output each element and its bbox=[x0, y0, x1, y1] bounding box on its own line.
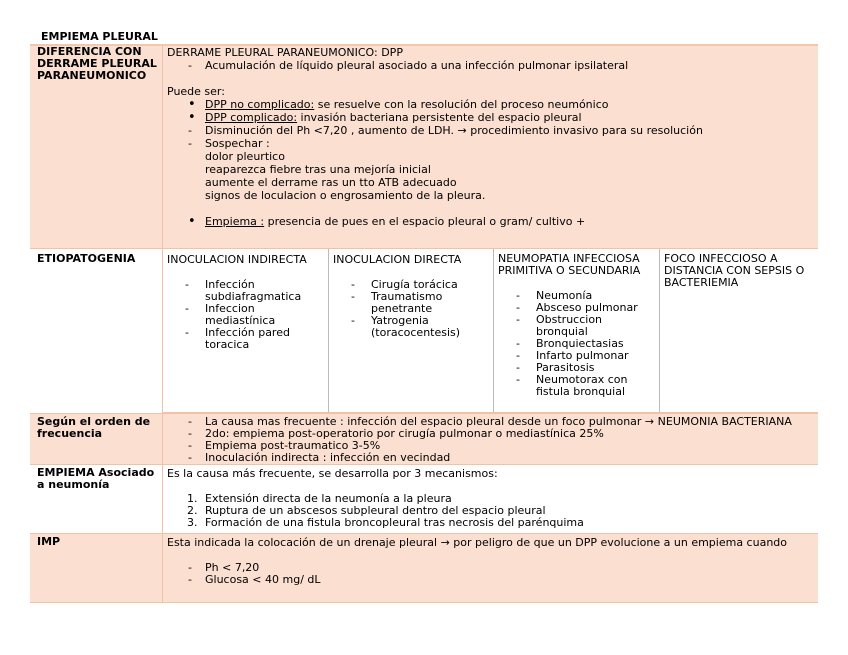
row-label-neumonia: EMPIEMA Asociado a neumonía bbox=[30, 465, 163, 534]
list-item: - Infarto pulmonar bbox=[498, 350, 655, 362]
list-item: - Neumotorax con fistula bronquial bbox=[498, 374, 655, 398]
list-item: - Acumulación de líquido pleural asociado a una infección pulmonar ipsilateral bbox=[167, 59, 814, 72]
list-item: - La causa mas frecuente : infección del espacio pleural desde un foco pulmonar → NEUMONIA BACTERIANA bbox=[167, 416, 814, 428]
row-content-diferencia bbox=[163, 46, 819, 249]
dpp-complicado-list bbox=[167, 124, 814, 150]
list-item: - Infección subdiafragmatica bbox=[167, 279, 324, 303]
content-table bbox=[30, 46, 818, 603]
list-item: - Infeccion mediastínica bbox=[167, 303, 324, 327]
imp-intro: Esta indicada la colocación de un drenaje pleural → por peligro de que un DPP evolucione a un empiema cuando bbox=[167, 536, 788, 549]
etio-col-neumopatia bbox=[494, 249, 660, 413]
row-etiopatogenia bbox=[30, 249, 818, 414]
row-label-imp: IMP bbox=[30, 534, 163, 603]
empiema-def-list bbox=[167, 215, 814, 228]
item-number: 3. bbox=[187, 516, 198, 529]
list-item: - Inoculación indirecta : infección en vecindad bbox=[167, 452, 814, 464]
dpp-def-list bbox=[167, 59, 814, 72]
puede-ser: Puede ser: bbox=[167, 85, 225, 98]
neumonia-intro: Es la causa más frecuente, se desarrolla por 3 mecanismos: bbox=[167, 467, 498, 480]
item-number: 2. bbox=[187, 504, 198, 517]
item-number: 1. bbox=[187, 492, 198, 505]
list-item: - Ph < 7,20 bbox=[167, 562, 814, 574]
dpp-heading: DERRAME PLEURAL PARANEUMONICO: DPP bbox=[167, 46, 403, 59]
row-frecuencia bbox=[30, 414, 818, 465]
col-title: INOCULACION DIRECTA bbox=[333, 253, 462, 266]
row-content-frecuencia bbox=[163, 414, 819, 465]
suspicion-line: aumente el derrame ras un tto ATB adecuado bbox=[205, 176, 457, 189]
row-content-neumonia bbox=[163, 465, 819, 534]
list-item: - Empiema post-traumatico 3-5% bbox=[167, 440, 814, 452]
list-item: - Glucosa < 40 mg/ dL bbox=[167, 574, 814, 586]
col-list bbox=[167, 279, 324, 351]
suspicion-line: dolor pleurtico bbox=[205, 150, 285, 163]
list-item: - Bronquiectasias bbox=[498, 338, 655, 350]
row-imp bbox=[30, 534, 818, 603]
imp-list bbox=[167, 562, 814, 586]
term-text: se resuelve con la resolución del proceso neumónico bbox=[314, 98, 609, 111]
dpp-types-list bbox=[167, 98, 814, 124]
mechanisms-list bbox=[167, 493, 814, 529]
list-item: - Disminución del Ph <7,20 , aumento de LDH. → procedimiento invasivo para su resolución bbox=[167, 124, 814, 137]
row-content-imp bbox=[163, 534, 819, 603]
col-title: INOCULACION INDIRECTA bbox=[167, 253, 307, 266]
document bbox=[30, 30, 818, 603]
row-content-etiopatogenia bbox=[163, 249, 819, 414]
etio-col-indirecta bbox=[163, 249, 329, 413]
row-neumonia bbox=[30, 465, 818, 534]
term: Empiema : bbox=[205, 215, 265, 228]
list-item: - Infección pared toracica bbox=[167, 327, 324, 351]
term: DPP no complicado: bbox=[205, 98, 315, 111]
list-item: - Traumatismo penetrante bbox=[333, 291, 489, 315]
term: DPP complicado: bbox=[205, 111, 298, 124]
list-item bbox=[167, 517, 814, 529]
suspicion-line: signos de loculacion o engrosamiento de la pleura. bbox=[205, 189, 486, 202]
row-label-frecuencia: Según el orden de frecuencia bbox=[30, 414, 163, 465]
list-item bbox=[167, 111, 814, 124]
term-text: invasión bacteriana persistente del espacio pleural bbox=[297, 111, 582, 124]
col-title: NEUMOPATIA INFECCIOSA PRIMITIVA O SECUNDARIA bbox=[498, 252, 641, 277]
document-title: EMPIEMA PLEURAL bbox=[30, 30, 818, 46]
term-text: presencia de pues en el espacio pleural o gram/ cultivo + bbox=[264, 215, 586, 228]
etiopatogenia-grid bbox=[163, 249, 818, 413]
item-text: Formación de una fistula broncopleural tras necrosis del parénquima bbox=[205, 516, 584, 529]
list-item bbox=[167, 98, 814, 111]
row-label-etiopatogenia: ETIOPATOGENIA bbox=[30, 249, 163, 414]
list-item: - Absceso pulmonar bbox=[498, 302, 655, 314]
suspicion-line: reaparezca fiebre tras una mejoría inicial bbox=[205, 163, 431, 176]
list-item bbox=[167, 215, 814, 228]
item-text: Extensión directa de la neumonía a la pleura bbox=[205, 492, 452, 505]
col-title: FOCO INFECCIOSO A DISTANCIA CON SEPSIS O BACTERIEMIA bbox=[664, 252, 805, 289]
col-list bbox=[333, 279, 489, 339]
item-text: Ruptura de un abscesos subpleural dentro del espacio pleural bbox=[205, 504, 546, 517]
list-item: - Parasitosis bbox=[498, 362, 655, 374]
list-item: - 2do: empiema post-operatorio por cirugía pulmonar o mediastínica 25% bbox=[167, 428, 814, 440]
col-list bbox=[498, 290, 655, 398]
list-item: - Yatrogenia (toracocentesis) bbox=[333, 315, 489, 339]
row-label-diferencia: DIFERENCIA CON DERRAME PLEURAL PARANEUMONICO bbox=[30, 46, 163, 249]
list-item: - Obstruccion bronquial bbox=[498, 314, 655, 338]
frecuencia-list bbox=[167, 416, 814, 464]
list-item: - Neumonía bbox=[498, 290, 655, 302]
etio-col-foco bbox=[660, 249, 819, 413]
list-item: - Cirugía torácica bbox=[333, 279, 489, 291]
list-item: - Sospechar : bbox=[167, 137, 814, 150]
row-diferencia bbox=[30, 46, 818, 249]
etio-col-directa bbox=[329, 249, 494, 413]
